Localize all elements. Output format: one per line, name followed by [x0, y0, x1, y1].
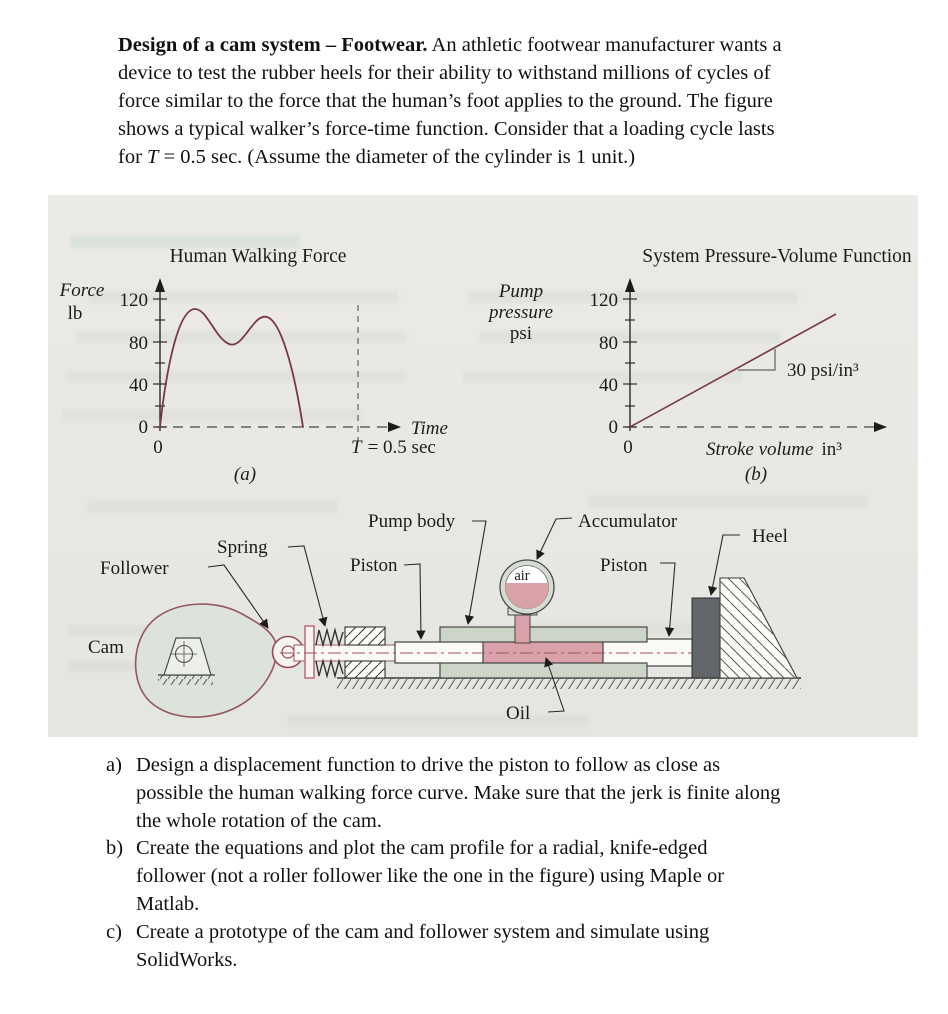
- cam-pivot-ground-hatch: [158, 675, 213, 685]
- piston-left-label: Piston: [350, 555, 398, 576]
- problem-statement: [118, 31, 782, 171]
- piston-left-body: [395, 642, 483, 663]
- pump-body-bottom: [440, 663, 647, 678]
- oil-label: Oil: [506, 703, 531, 724]
- pv-slope-label: 30 psi/in³: [787, 360, 859, 381]
- pv-ytick-120: 120: [589, 290, 618, 311]
- problem-line: shows a typical walker’s force-time function. Consider that a loading cycle lasts: [118, 118, 775, 140]
- pv-ytick-0: 0: [608, 417, 618, 438]
- ground-hatching: [337, 678, 801, 689]
- problem-line: force similar to the force that the human’s foot applies to the ground. The figure: [118, 90, 773, 112]
- accumulator-stem: [515, 614, 530, 643]
- pv-ytick-40: 40: [599, 375, 618, 396]
- spring-flange: [305, 626, 314, 678]
- pv-caption: (b): [744, 464, 768, 485]
- problem-line: device to test the rubber heels for their ability to withstand millions of cycles of: [118, 62, 771, 84]
- heel-block: [692, 598, 720, 678]
- oil-chamber: [483, 642, 603, 663]
- problem-title: Design of a cam system – Footwear.: [118, 34, 428, 56]
- force-ytick-120: 120: [119, 290, 148, 311]
- force-origin-label: 0: [153, 437, 163, 458]
- piston-right-body: [603, 639, 692, 666]
- task-label: c): [106, 920, 122, 943]
- pv-ytick-80: 80: [599, 333, 618, 354]
- pv-ylabel-1: Pump: [498, 281, 544, 302]
- figure-scan: [48, 195, 918, 737]
- force-ylabel: Force: [59, 280, 105, 301]
- roller-follower-pin: [282, 646, 294, 658]
- pv-xlabel: Stroke volume in³: [706, 439, 842, 460]
- pv-ylabel-2: pressure: [488, 302, 554, 323]
- task-label: b): [106, 837, 124, 860]
- force-caption: (a): [233, 464, 257, 485]
- pv-ylabel-3: psi: [509, 323, 533, 344]
- pump-body-top: [440, 627, 647, 642]
- force-t-marker-label: T = 0.5 sec: [351, 437, 436, 458]
- problem-line: Design of a cam system – Footwear. An athletic footwear manufacturer wants a: [118, 34, 782, 56]
- air-label: air: [514, 568, 530, 584]
- force-ytick-40: 40: [129, 375, 148, 396]
- task-item-b: [106, 835, 780, 918]
- spring-label: Spring: [217, 537, 268, 558]
- task-label: a): [106, 754, 122, 776]
- piston-right-label: Piston: [600, 555, 648, 576]
- task-text: Create the equations and plot the cam profile for a radial, knife-edged follower (not a roller follower like the one in the figure) using Maple or Matlab.: [136, 837, 725, 915]
- pump-body-label: Pump body: [368, 511, 456, 532]
- force-ylabel-unit: lb: [67, 303, 83, 324]
- force-ytick-80: 80: [129, 333, 148, 354]
- follower-label: Follower: [100, 558, 169, 579]
- force-xlabel: Time: [411, 418, 448, 439]
- task-item-c: [106, 919, 780, 975]
- force-chart-title: Human Walking Force: [169, 246, 347, 267]
- task-text: Create a prototype of the cam and follower system and simulate using SolidWorks.: [136, 920, 710, 971]
- task-item-a: [106, 752, 780, 835]
- heel-label: Heel: [752, 526, 788, 547]
- force-ytick-0: 0: [138, 417, 148, 438]
- task-text: Design a displacement function to drive the piston to follow as close as possible the human walking force curve. Make sure that the jerk is finite along the whole rotation of the cam.: [136, 754, 781, 832]
- problem-line: for T = 0.5 sec. (Assume the diameter of the cylinder is 1 unit.): [118, 146, 636, 168]
- pv-origin-label: 0: [623, 437, 633, 458]
- accumulator-label: Accumulator: [578, 511, 678, 532]
- cam-label: Cam: [88, 637, 124, 658]
- task-list: [106, 752, 780, 974]
- pv-chart-title: System Pressure-Volume Function: [642, 246, 912, 267]
